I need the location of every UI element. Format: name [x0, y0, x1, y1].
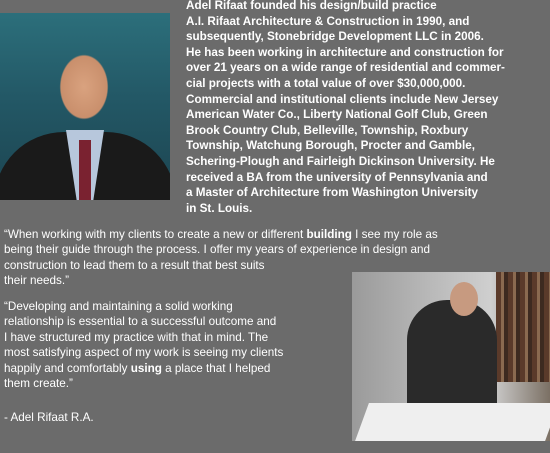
bio-line-2: subsequently, Stonebridge Development LLC in 2006.: [186, 30, 484, 44]
bio-name: Adel Rifaat: [186, 0, 248, 12]
bio-line-9: Township, Watchung Borough, Procter and Gamble,: [186, 139, 475, 153]
quote2-line4: most satisfying aspect of my work is seeing my clients: [4, 346, 284, 360]
bio-line-7: American Water Co., Liberty National Golf Club, Green: [186, 108, 488, 122]
portrait-tie: [79, 140, 91, 200]
quote2-line5-after: a place that I helped: [161, 361, 271, 375]
quote2-line2: relationship is essential to a successful outcome and: [4, 315, 277, 329]
quote2-line6: them create.”: [4, 377, 73, 391]
architect-figure: [407, 300, 497, 420]
bio-line-12: a Master of Architecture from Washington University: [186, 186, 479, 200]
bio-line-6: Commercial and institutional clients include New Jersey: [186, 92, 499, 106]
signature: - Adel Rifaat R.A.: [4, 411, 94, 424]
quote-relationship: [4, 299, 349, 391]
quote2-bold-using: using: [130, 361, 162, 375]
bio-line-10: Schering-Plough and Fairleigh Dickinson University. He: [186, 154, 495, 168]
bookshelf: [496, 272, 550, 382]
quote2-line1: “Developing and maintaining a solid working: [4, 300, 233, 313]
bio-line-13: in St. Louis.: [186, 201, 253, 215]
drafting-photo: [352, 272, 550, 441]
bio-paragraph: [186, 0, 548, 216]
bio-line-3: He has been working in architecture and construction for: [186, 45, 504, 59]
quote1-after: I see my role as: [351, 228, 438, 241]
quote1-line2: being their guide through the process. I offer my years of experience in design and: [4, 243, 430, 257]
architect-head: [450, 282, 478, 316]
bio-line-0: founded his design/build practice: [247, 0, 437, 12]
bio-line-4: over 21 years on a wide range of residential and commer-: [186, 61, 505, 75]
quote2-line3: I have structured my practice with that in mind. The: [4, 330, 269, 344]
bio-line-8: Brook Country Club, Belleville, Township, Roxbury: [186, 123, 469, 137]
bio-line-11: received a BA from the university of Pennsylvania and: [186, 170, 488, 184]
portrait-photo: [0, 13, 170, 200]
quote1-before: “When working with my clients to create a new or different: [4, 228, 307, 241]
quote1-line4: their needs.”: [4, 274, 69, 288]
quote2-line5-before: happily and comfortably: [4, 361, 131, 375]
drawings-on-table: [355, 403, 550, 441]
quote1-line3: construction to lead them to a result that best suits: [4, 258, 265, 272]
bio-line-5: cial projects with a total value of over $30,000,000.: [186, 76, 466, 90]
quote1-bold-building: building: [306, 228, 352, 241]
bio-line-1: A.I. Rifaat Architecture & Construction in 1990, and: [186, 14, 470, 28]
